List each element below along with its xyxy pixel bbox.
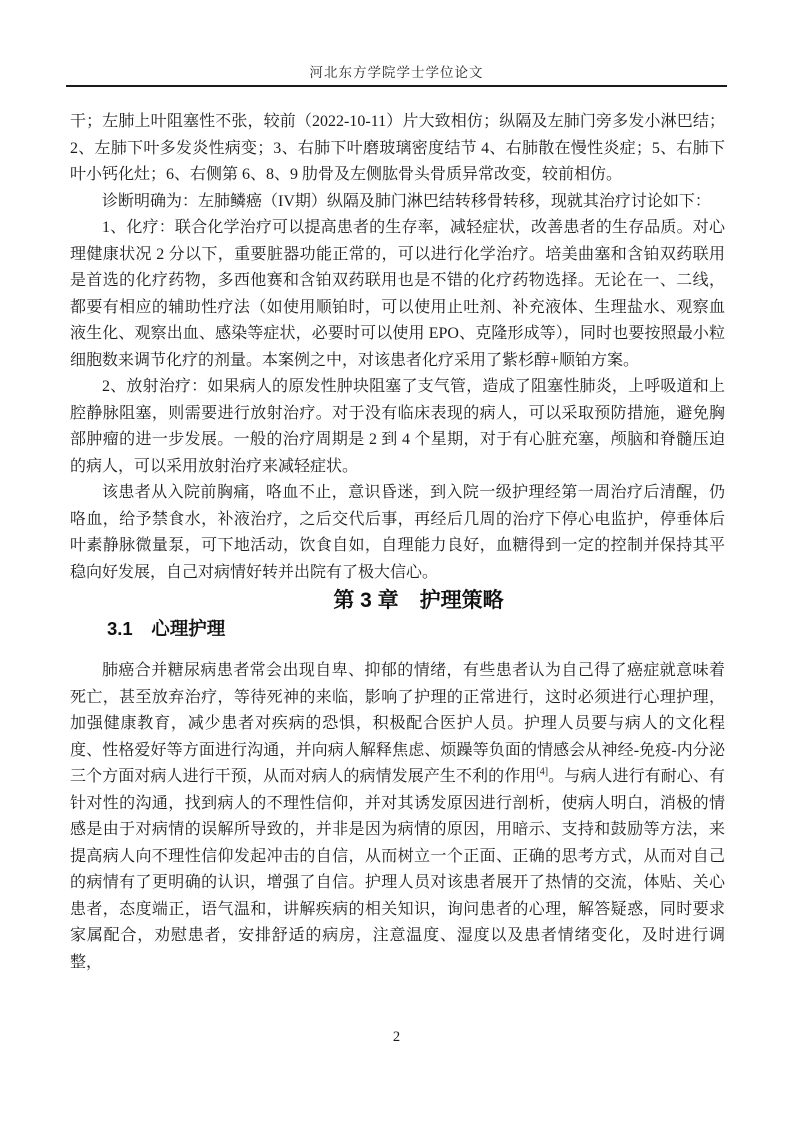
paragraph-radiotherapy: 2、放射治疗：如果病人的原发性肿块阻塞了支气管，造成了阻塞性肺炎，上呼吸道和上腔静脉阻塞，则需要进行放射治疗。对于没有临床表现的病人，可以采取预防措施，避免胸部肿瘤的进一步发展。一般的治疗周期是 2 到 4 个星期，对于有心脏充塞，颅脑和脊髓压迫的病人，可以采用放射治疗来减轻症状。 <box>70 378 725 475</box>
paragraph-chemotherapy: 1、化疗：联合化学治疗可以提高患者的生存率，减轻症状，改善患者的生存品质。对心理健康状况 2 分以下，重要脏器功能正常的，可以进行化学治疗。培美曲塞和含铂双药联用是首选的化疗药物，多西他赛和含铂双药联用也是不错的化疗药物选择。无论在一、二线，都要有相应的辅助性疗法（如使用顺铂时，可以使用止吐剂、补充液体、生理盐水、观察血液生化、观察出血、感染等症状，必要时可以使用 EPO、克隆形成等），同时也要按照最小粒细胞数来调节化疗的剂量。本案例之中，对该患者化疗采用了紫杉醇+顺铂方案。 <box>70 219 725 369</box>
citation-reference-marker: [4] <box>536 766 549 778</box>
chapter-heading: 第 3 章 护理策略 <box>333 589 504 612</box>
paragraph-findings-continuation: 干；左肺上叶阻塞性不张，较前（2022-10-11）片大致相仿；纵隔及左肺门旁多发小淋巴结；2、左肺下叶多发炎性病变；3、右肺下叶磨玻璃密度结节 4、右肺散在慢性炎症；5、右肺下叶小钙化灶；6、右侧第 6、8、9 肋骨及左侧肱骨头骨质异常改变，较前相仿。 <box>70 113 725 183</box>
psych-text-before-reference: 肺癌合并糖尿病患者常会出现自卑、抑郁的情绪，有些患者认为自己得了癌症就意味着死亡，甚至放弃治疗，等待死神的来临，影响了护理的正常进行，这时必须进行心理护理，加强健康教育，减少患者对疾病的恐惧，积极配合医护人员。护理人员要与病人的文化程度、性格爱好等方面进行沟通，并向病人解释焦虑、烦躁等负面的情感会从神经-免疫-内分泌三个方面对病人进行干预，从而对病人的病情发展产生不利的作用 <box>70 662 725 785</box>
paragraph-patient-course: 该患者从入院前胸痛，咯血不止，意识昏迷，到入院一级护理经第一周治疗后清醒，仍咯血，给予禁食水，补液治疗，之后交代后事，再经后几周的治疗下停心电监护，停垂体后叶素静脉微量泵，可下地活动，饮食自如，自理能力良好，血糖得到一定的控制并保持其平稳向好发展，自己对病情好转并出院有了极大信心。 <box>70 484 725 581</box>
page-header: 河北东方学院学士学位论文 <box>309 65 484 80</box>
page-number: 2 <box>392 1029 401 1045</box>
header-rule <box>66 85 727 87</box>
paragraph-diagnosis: 诊断明确为：左肺鳞癌（IV期）纵隔及肺门淋巴结转移骨转移，现就其治疗讨论如下： <box>102 192 711 210</box>
psych-text-after-reference: 。与病人进行有耐心、有针对性的沟通，找到病人的不理性信仰，并对其诱发原因进行剖析，使病人明白，消极的情感是由于对病情的误解所导致的，并非是因为病情的原因，用暗示、支持和鼓励等方法，来提高病人向不理性信仰发起冲击的自信，从而树立一个正面、正确的思考方式，从而对自己的病情有了更明确的认识，增强了自信。护理人员对该患者展开了热情的交流，体贴、关心患者，态度端正，语气温和，讲解疾病的相关知识，询问患者的心理，解答疑惑，同时要求家属配合，劝慰患者，安排舒适的病房，注意温度、湿度以及患者情绪变化，及时进行调整， <box>70 768 725 971</box>
section-heading: 3.1 心理护理 <box>107 618 226 639</box>
paragraph-psychological-care <box>70 658 725 976</box>
thesis-content <box>70 109 725 976</box>
